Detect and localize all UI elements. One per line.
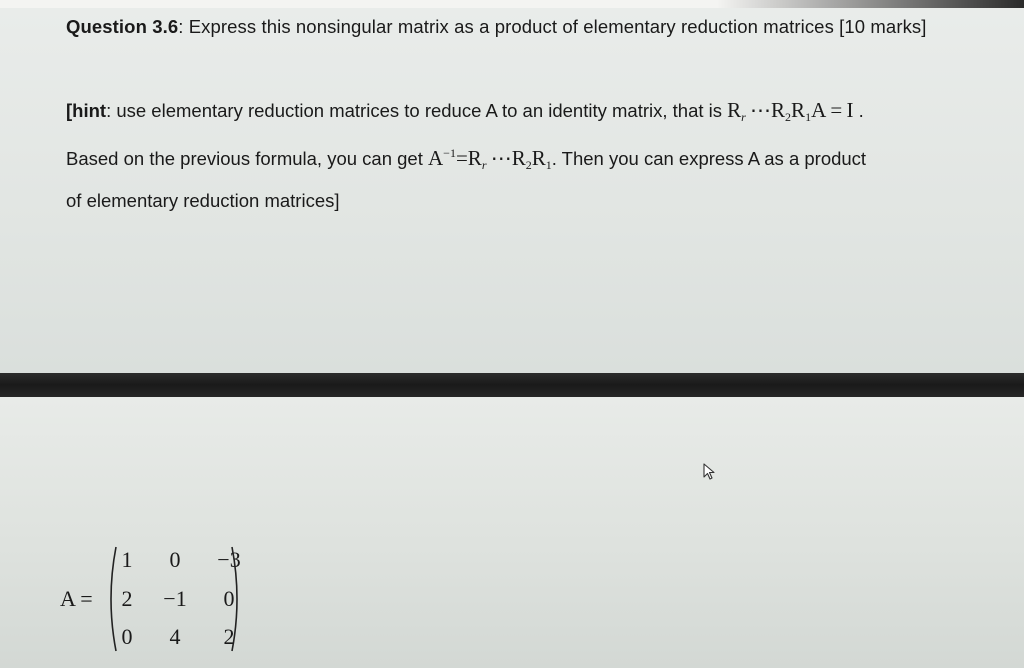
- right-parenthesis: [230, 545, 244, 653]
- hint-line-1: [hint: use elementary reduction matrices to reduce A to an identity matrix, that is $R_r$ $\cdots R_2R_1A = I$ .: [66, 98, 864, 124]
- hint-line-1-text: : use elementary reduction matrices to reduce A to an identity matrix, that is: [106, 100, 728, 121]
- matrix-cell: 0: [121, 624, 133, 649]
- inverse-formula: $A^{-1}=R_r$ $\cdots R_2R_1$: [428, 146, 552, 172]
- matrix-cell: −3: [217, 547, 241, 572]
- question-number: Question 3.6: [66, 16, 179, 37]
- hint-label: [hint: [66, 100, 107, 121]
- hint-line-3: of elementary reduction matrices]: [66, 190, 340, 211]
- question-heading: [66, 14, 966, 39]
- matrix-cell: 1: [121, 547, 133, 572]
- mouse-cursor-icon: [703, 463, 717, 481]
- screen-top-edge: [0, 0, 1024, 8]
- matrix-cell: 0: [169, 547, 181, 572]
- hint-line-2: [66, 135, 996, 183]
- matrix-label: A =: [60, 586, 93, 611]
- question-text: : Express this nonsingular matrix as a product of elementary reduction matrices [10 marks]: [178, 16, 927, 37]
- matrix-cell: 2: [121, 586, 133, 611]
- matrix-cell: 2: [223, 624, 235, 649]
- hint-paragraph: [66, 92, 996, 219]
- hint-line-2-text: Based on the previous formula, you can get: [66, 148, 428, 169]
- matrix-cell: 0: [223, 586, 235, 611]
- divider-bar: [0, 373, 1024, 397]
- matrix-cell: 4: [169, 624, 181, 649]
- matrix-cell: −1: [163, 586, 187, 611]
- matrix-a: [60, 545, 260, 653]
- hint-line-2-after: . Then you can express A as a product: [551, 148, 867, 169]
- reduction-formula: $R_r$ $\cdots R_2R_1A = I$: [727, 98, 854, 124]
